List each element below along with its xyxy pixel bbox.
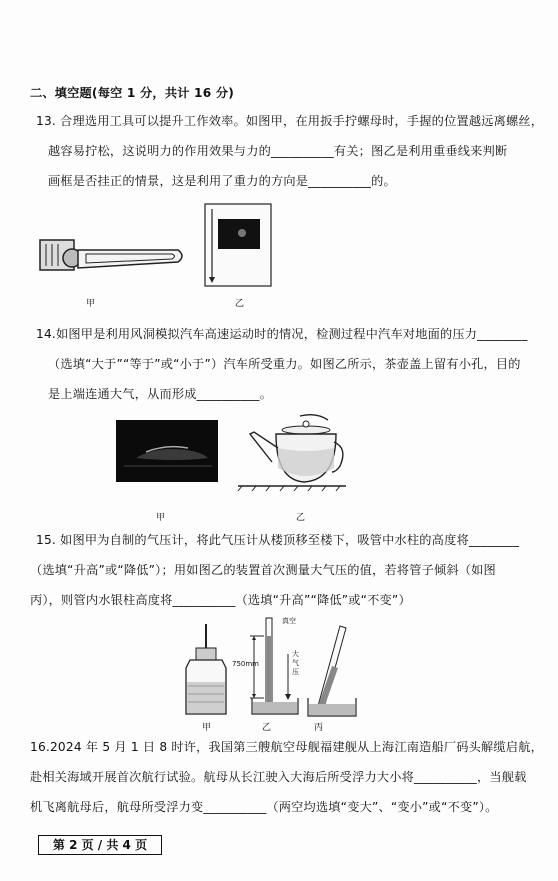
wind-tunnel-photo <box>116 420 218 482</box>
q14-caption-yi: 乙 <box>296 513 306 523</box>
section-title: 二、填空题(每空 1 分，共计 16 分) <box>30 86 235 100</box>
q15-caption-yi: 乙 <box>262 723 272 733</box>
q15-label-atmospheric-pressure: 大气压 <box>292 650 299 676</box>
wrench-figure <box>38 228 188 280</box>
tilted-tube-figure <box>306 624 358 718</box>
q15-caption-jia: 甲 <box>202 723 212 733</box>
bottle-barometer-figure <box>182 624 230 716</box>
q15-line3: 丙），则管内水银柱高度将__________（选填“升高”“降低”或“不变”） <box>30 593 411 607</box>
q15-label-750mm: 750mm <box>232 660 259 668</box>
q14-caption-jia: 甲 <box>156 513 166 523</box>
q13-line1: 13. 合理选用工具可以提升工作效率。如图甲，在用扳手拧螺母时，手握的位置越远离螺丝， <box>36 114 544 128</box>
q16-line1: 16.2024 年 5 月 1 日 8 时许，我国第三艘航空母舰福建舰从上海江南造船厂码头解缆启航， <box>30 740 543 754</box>
q15-caption-bing: 丙 <box>314 723 324 733</box>
picture-frame-figure <box>204 203 272 287</box>
q13-caption-yi: 乙 <box>235 299 245 309</box>
q15-line2: （选填“升高”或“降低”）；用如图乙的装置首次测量大气压的值，若将管子倾斜（如图 <box>30 563 496 577</box>
q15-label-vacuum: 真空 <box>282 617 296 625</box>
q14-line3: 是上端连通大气，从而形成__________。 <box>48 387 272 401</box>
q14-line2: （选填“大于”“等于”或“小于”）汽车所受重力。如图乙所示，茶壶盖上留有小孔，目的 <box>48 357 521 371</box>
q15-line1: 15. 如图甲为自制的气压计，将此气压计从楼顶移至楼下，吸管中水柱的高度将________ <box>36 533 520 547</box>
q16-line3: 机飞离航母后，航母所受浮力变__________（两空均选填“变大”、“变小”或“不变”）。 <box>30 800 498 814</box>
q13-line3: 画框是否挂正的情景，这是利用了重力的方向是__________的。 <box>48 174 396 188</box>
page-number-footer: 第 2 页 / 共 4 页 <box>38 835 162 855</box>
q14-line1: 14.如图甲是利用风洞模拟汽车高速运动时的情况，检测过程中汽车对地面的压力________ <box>36 327 528 341</box>
teapot-figure <box>236 408 348 492</box>
q13-line2: 越容易拧松，这说明力的作用效果与力的__________有关；图乙是利用重垂线来判断 <box>48 144 508 158</box>
q16-line2: 赴相关海域开展首次航行试验。航母从长江驶入大海后所受浮力大小将__________，当舰载 <box>30 770 527 784</box>
q13-caption-jia: 甲 <box>86 299 96 309</box>
